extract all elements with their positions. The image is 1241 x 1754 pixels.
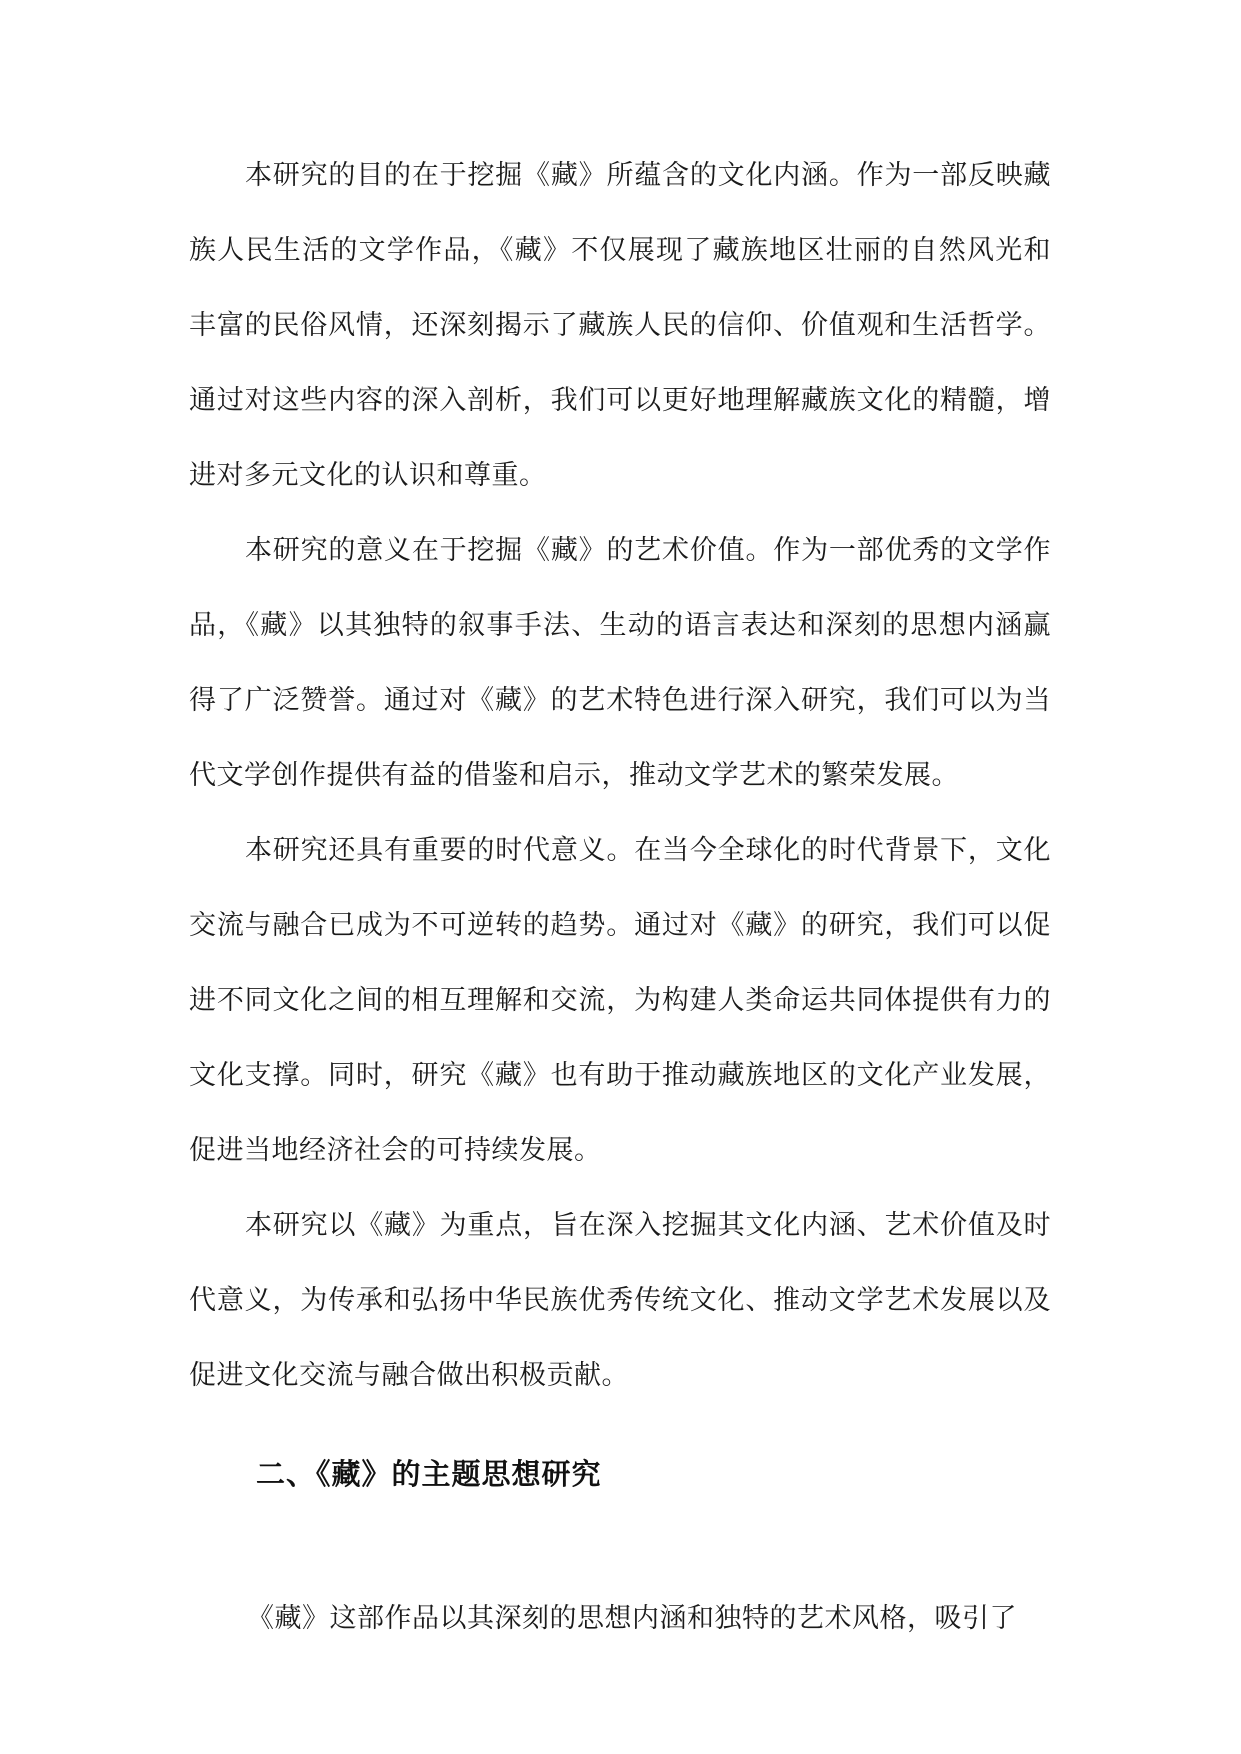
section-heading: 二、《藏》的主题思想研究: [256, 1457, 602, 1491]
paragraph-significance: 本研究的意义在于挖掘《藏》的艺术价值。作为一部优秀的文学作品，《藏》以其独特的叙事手法、生动的语言表达和深刻的思想内涵赢得了广泛赞誉。通过对《藏》的艺术特色进行深入研究，我们可以为当代文学创作提供有益的借鉴和启示，推动文学艺术的繁荣发展。: [189, 535, 1051, 791]
body-text: [189, 138, 1051, 1413]
section-body: [189, 1581, 1051, 1656]
paragraph-contemporary-meaning: 本研究还具有重要的时代意义。在当今全球化的时代背景下，文化交流与融合已成为不可逆转的趋势。通过对《藏》的研究，我们可以促进不同文化之间的相互理解和交流，为构建人类命运共同体提供有力的文化支撑。同时，研究《藏》也有助于推动藏族地区的文化产业发展，促进当地经济社会的可持续发展。: [189, 835, 1051, 1166]
paragraph-section-intro: 《藏》这部作品以其深刻的思想内涵和独特的艺术风格，吸引了: [247, 1603, 1017, 1634]
paragraph-purpose: 本研究的目的在于挖掘《藏》所蕴含的文化内涵。作为一部反映藏族人民生活的文学作品，《藏》不仅展现了藏族地区壮丽的自然风光和丰富的民俗风情，还深刻揭示了藏族人民的信仰、价值观和生活哲学。通过对这些内容的深入剖析，我们可以更好地理解藏族文化的精髓，增进对多元文化的认识和尊重。: [189, 160, 1051, 491]
paragraph-summary: 本研究以《藏》为重点，旨在深入挖掘其文化内涵、艺术价值及时代意义，为传承和弘扬中华民族优秀传统文化、推动文学艺术发展以及促进文化交流与融合做出积极贡献。: [189, 1210, 1051, 1391]
document-page: [189, 138, 1051, 1634]
